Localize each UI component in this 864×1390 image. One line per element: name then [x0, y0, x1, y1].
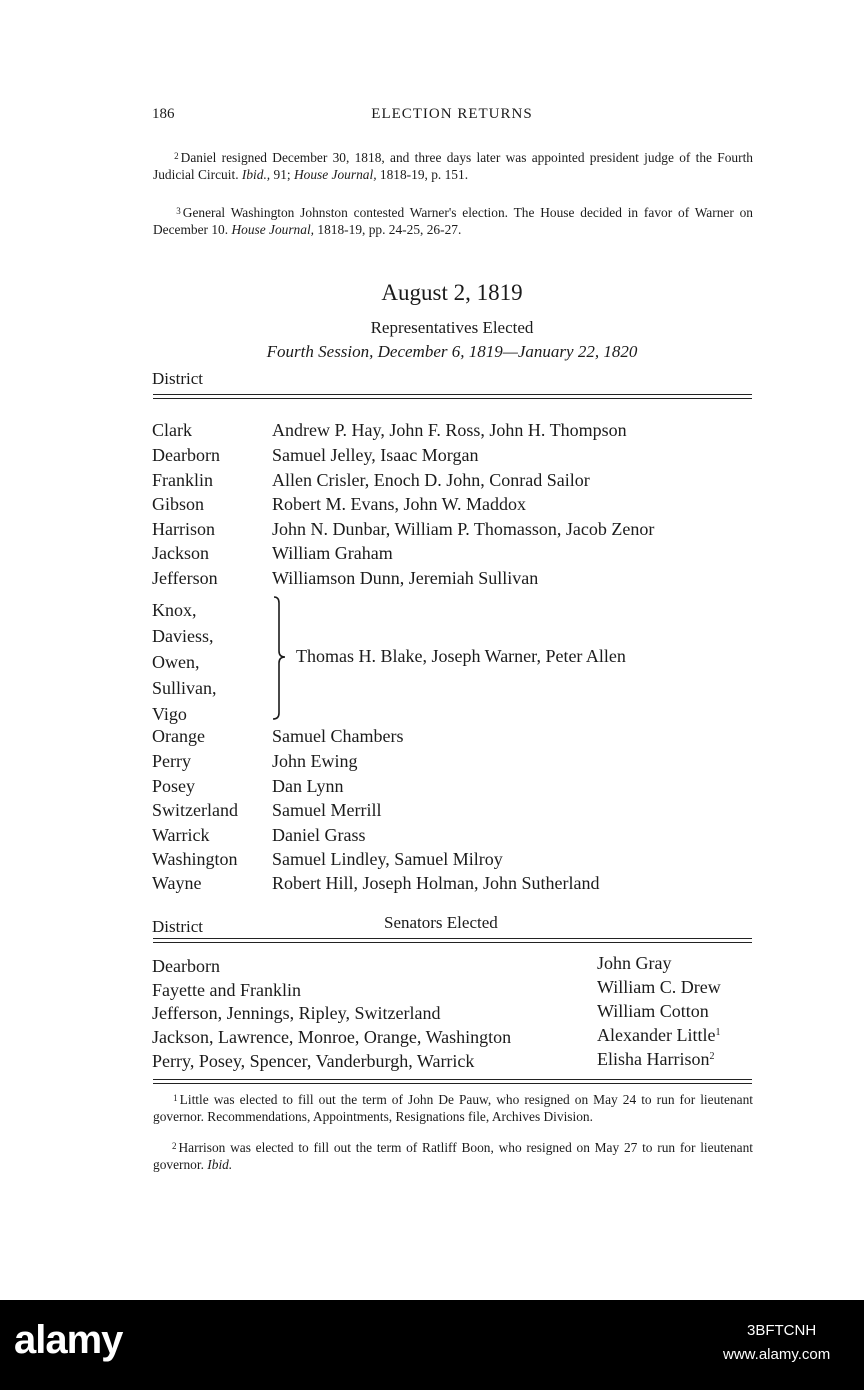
district-cell: Gibson: [152, 494, 205, 514]
senator-name-text: William C. Drew: [597, 977, 721, 997]
district-cell: Franklin: [152, 470, 213, 490]
footnote-citation: Ibid.,: [241, 166, 271, 182]
page-number: 186: [152, 106, 175, 122]
senator-district: Dearborn: [152, 956, 220, 976]
names-cell: Allen Crisler, Enoch D. John, Conrad Sailor: [272, 470, 590, 490]
senators-heading: Senators Elected: [384, 913, 498, 932]
district-cell: Jackson: [152, 543, 209, 563]
footnote-2-top: [153, 148, 753, 183]
names-cell: Robert Hill, Joseph Holman, John Sutherland: [272, 873, 600, 893]
names-cell: John Ewing: [272, 751, 358, 771]
double-rule: [153, 1079, 752, 1084]
names-cell: Dan Lynn: [272, 776, 344, 796]
footnote-text: 1818-19, pp. 24-25, 26-27.: [314, 221, 462, 237]
footnote-citation: House Journal,: [231, 221, 315, 237]
footnote-mark: 3: [176, 206, 181, 216]
names-cell: Robert M. Evans, John W. Maddox: [272, 494, 526, 514]
senator-name-text: Elisha Harrison: [597, 1049, 710, 1069]
names-cell: William Graham: [272, 543, 393, 563]
footnote-2-bottom: [153, 1138, 753, 1173]
names-cell: Samuel Merrill: [272, 800, 382, 820]
table-row: [152, 776, 344, 797]
footnote-text: Harrison was elected to fill out the term of Ratliff Boon, who resigned on May 27 to run for lieutenant governor.: [153, 1140, 754, 1172]
district-cell: Knox,: [152, 600, 197, 620]
footnote-text: 91;: [270, 166, 294, 182]
footnote-mark: 1: [173, 1093, 178, 1103]
footnote-3-top: [153, 203, 753, 238]
senator-district: Jefferson, Jennings, Ripley, Switzerland: [152, 1003, 441, 1023]
district-cell: Harrison: [152, 519, 215, 539]
district-cell: Sullivan,: [152, 678, 217, 698]
names-cell: Williamson Dunn, Jeremiah Sullivan: [272, 568, 539, 588]
footnote-mark: 2: [172, 1141, 177, 1151]
district-cell: Owen,: [152, 652, 200, 672]
district-cell: Daviess,: [152, 626, 214, 646]
names-cell: John N. Dunbar, William P. Thomasson, Jacob Zenor: [272, 519, 655, 539]
senator-name: [597, 1025, 720, 1046]
footnote-citation: Ibid.: [207, 1156, 233, 1172]
table-row: [152, 445, 478, 466]
double-rule: [153, 938, 752, 943]
footnote-1-bottom: [153, 1090, 753, 1125]
election-date: August 2, 1819: [381, 280, 523, 305]
district-cell: Switzerland: [152, 800, 238, 820]
senator-name: [597, 977, 721, 998]
district-cell: Jefferson: [152, 568, 218, 588]
names-cell: Daniel Grass: [272, 825, 366, 845]
names-cell: Samuel Jelley, Isaac Morgan: [272, 445, 479, 465]
table-row: [152, 825, 365, 846]
double-rule: [153, 394, 752, 399]
table-row: [152, 873, 599, 894]
district-cell: Posey: [152, 776, 196, 796]
table-row: [152, 420, 627, 441]
watermark-bar: [0, 1300, 864, 1390]
footnote-text: General Washington Johnston contested Warner's election. The House decided in favor of Warner on December 10.: [153, 205, 754, 237]
district-cell: Dearborn: [152, 445, 220, 465]
senator-name-text: John Gray: [597, 953, 672, 973]
footnote-text: 1818-19, p. 151.: [376, 166, 469, 182]
representatives-heading: Representatives Elected: [370, 318, 534, 337]
footnote-mark: 2: [709, 1051, 715, 1062]
district-column-label: District: [152, 369, 203, 388]
watermark-url: www.alamy.com: [723, 1346, 831, 1363]
curly-brace: [268, 595, 290, 721]
footnote-text: Little was elected to fill out the term of John De Pauw, who resigned on May 24 to run for lieutenant governor. Recommendations, Appointments, Resignations file, Archives Division.: [153, 1092, 754, 1124]
table-row: [152, 849, 503, 870]
alamy-logo: alamy: [14, 1318, 123, 1362]
table-row: [152, 568, 538, 589]
table-row: [152, 751, 358, 772]
table-row: [152, 726, 403, 747]
session-dates: Fourth Session, December 6, 1819—January 22, 1820: [266, 342, 638, 361]
image-code: 3BFTCNH: [747, 1322, 817, 1339]
table-row: [152, 519, 654, 540]
names-cell: Samuel Lindley, Samuel Milroy: [272, 849, 503, 869]
senator-name-text: Alexander Little: [597, 1025, 716, 1045]
district-cell: Warrick: [152, 825, 210, 845]
running-title: ELECTION RETURNS: [371, 106, 533, 122]
footnote-mark: 1: [715, 1027, 721, 1038]
names-cell: Samuel Chambers: [272, 726, 404, 746]
senator-name: [597, 1049, 714, 1070]
senator-district: Fayette and Franklin: [152, 980, 301, 1000]
district-cell: Clark: [152, 420, 192, 440]
footnote-citation: House Journal,: [293, 166, 377, 182]
footnote-mark: 2: [174, 151, 179, 161]
senator-name: [597, 953, 672, 974]
table-row: [152, 543, 393, 564]
senator-name: [597, 1001, 709, 1022]
table-row: [152, 470, 590, 491]
footnote-text: Daniel resigned December 30, 1818, and three days later was appointed president judge of the Fourth Judicial Circuit.: [153, 150, 753, 182]
district-cell: Perry: [152, 751, 191, 771]
district-cell: Wayne: [152, 873, 202, 893]
names-cell: Andrew P. Hay, John F. Ross, John H. Thompson: [272, 420, 627, 440]
senator-district: Jackson, Lawrence, Monroe, Orange, Washington: [152, 1027, 512, 1047]
district-cell: Orange: [152, 726, 205, 746]
senator-district: Perry, Posey, Spencer, Vanderburgh, Warrick: [152, 1051, 475, 1071]
senator-name-text: William Cotton: [597, 1001, 709, 1021]
grouped-names: Thomas H. Blake, Joseph Warner, Peter Allen: [296, 646, 626, 666]
senators-district-label: District: [152, 917, 203, 936]
district-cell: Vigo: [152, 704, 187, 724]
table-row: [152, 800, 381, 821]
grouped-districts: [152, 597, 217, 727]
district-cell: Washington: [152, 849, 238, 869]
table-row: [152, 494, 526, 515]
